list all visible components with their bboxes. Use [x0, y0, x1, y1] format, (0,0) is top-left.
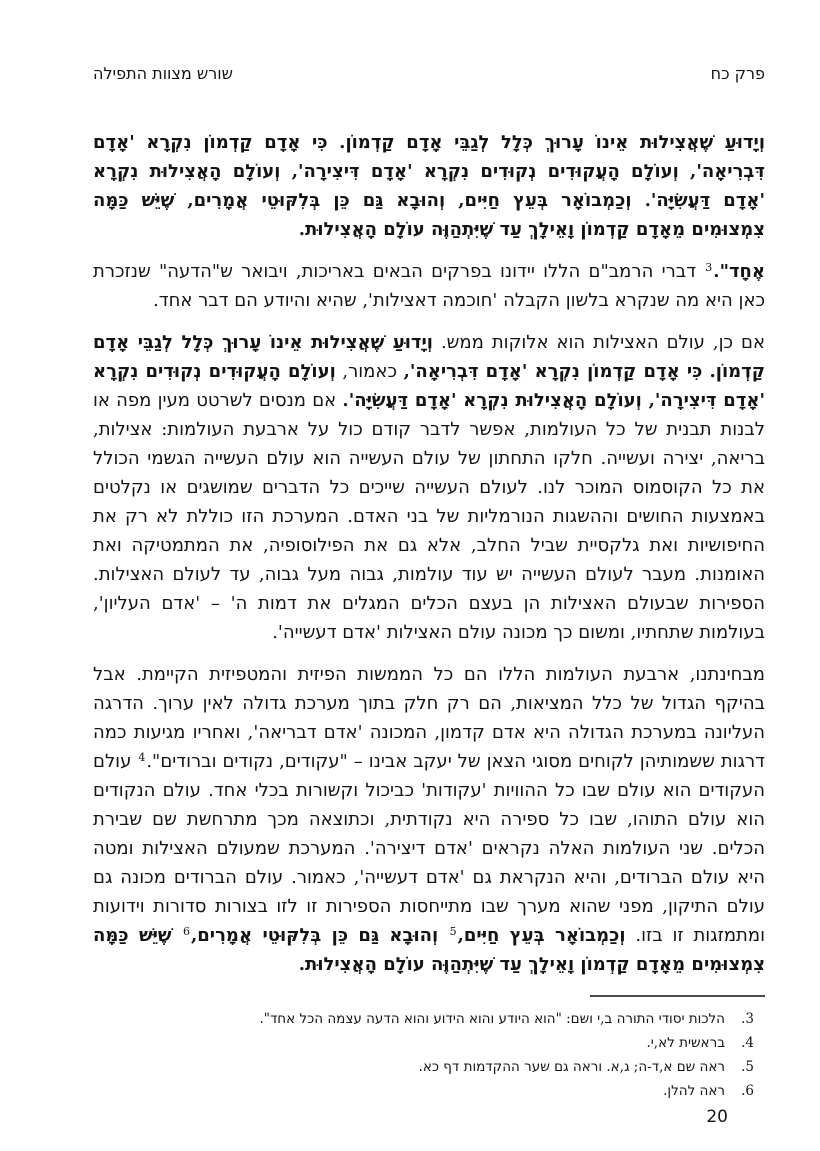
footnote-separator [590, 995, 765, 997]
footnote-item [93, 1058, 765, 1077]
header-section-title: שורש מצוות התפילה [93, 64, 233, 83]
body-text [93, 128, 765, 979]
paragraph-echad: אֶחָד".$^3$ דברי הרמב"ם הללו יידונו בפרקים הבאים באריכות, ויבואר ש"הדעה" שנזכרת כאן היא מה שנקרא בלשון הקבלה 'חוכמה דאצילות', שהיא והיודע הם דבר אחד. [93, 261, 765, 311]
footnote-text: בראשית לא,י. [646, 1035, 725, 1051]
footnote-text: ראה שם א,ד-ה; ג,א. וראה גם שער ההקדמות דף כא. [418, 1059, 725, 1075]
footnote-item [93, 1034, 765, 1053]
page-number: 20 [706, 1107, 728, 1127]
footnote-text: ראה להלן. [663, 1083, 725, 1099]
footnote-text: הלכות יסודי התורה ב,י ושם: "הוא היודע והוא הידוע והוא הדעה עצמה הכל אחד". [259, 1011, 725, 1027]
page-footer [93, 995, 765, 1127]
footnote-number: 6. [741, 1083, 754, 1099]
footnote-number: 3. [741, 1011, 754, 1027]
page-header [93, 64, 765, 84]
header-chapter: פרק כח [710, 64, 765, 83]
footnote-item [93, 1082, 765, 1101]
paragraph-im-ken: אם כן, עולם האצילות הוא אלוקות ממש. וְיָדוּעַ שֶׁאֲצִילוּת אֵינוֹ עָרוּךְ כְּלָל לְגַבֵּי אָדָם קַדְמוֹן. כִּי אָדָם קַדְמוֹן נִקְרָא 'אָדָם דִּבְרִיאָה', כאמור, וְעוֹלָם הָעֲקוּדִים נְקוּדִים נִקְרָא 'אָדָם דִּיצִירָה', וְעוֹלָם הָאֲצִילוּת נִקְרָא 'אָדָם דַּעֲשִׂיָּה'. אם מנסים לשרטט מעין מפה או לבנות תבנית של כל העולמות, אפשר לדבר קודם כול על ארבעת העולמות: אצילות, בריאה, יצירה ועשייה. חלקו התחתון של עולם העשייה הוא עולם העשייה הגשמי הכולל את כל הקוסמוס המוכר לנו. לעולם העשייה שייכים כל הדברים שמושגים או נקלטים באמצעות החושים וההשגות הנורמליות של בני האדם. המערכת הזו כוללת לא רק את החיפושיות ואת גלקסיית שביל החלב, אלא גם את הפילוסופיה, את המתמטיקה ואת האומנות. מעבר לעולם העשייה יש עוד עולמות, גבוה מעל גבוה, עד לעולם האצילות. הספירות שבעולם האצילות הן בעצם הכלים המגלים את דמות ה' – 'אדם העליון', בעולמות שתחתיו, ומשום כך מכונה עולם האצילות 'אדם דעשייה'. [93, 332, 765, 643]
footnote-number: 5. [741, 1059, 754, 1075]
footnote-number: 4. [741, 1035, 754, 1051]
paragraph-mibchinatenu: מבחינתנו, ארבעת העולמות הללו הם כל הממשות הפיזית והמטפיזית הקיימת. אבל בהיקף הגדול של כלל המציאות, הם רק חלק בתוך מערכת גדולה לאין ערוך. הדרגה העליונה במערכת הגדולה היא אדם קדמון, המכונה 'אדם דבריאה', ואחריו מגיעות כמה דרגות ששמותיהן לקוחים מסוגי הצאן של יעקב אבינו – "עקודים, נקודים וברודים".$^4$ עולם העקודים הוא עולם שבו כל ההוויות 'עקודות' כביכול וקשורות בכלי אחד. עולם הנקודים הוא עולם התוהו, שבו כל ספירה היא נקודתית, וכתוצאה מכך מתרחשת שם שבירת הכלים. שני העולמות האלה נקראים 'אדם דיצירה'. המערכת שמעולם האצילות ומטה היא עולם הברודים, והיא הנקראת גם 'אדם דעשייה', כאמור. עולם הברודים מכונה גם עולם התיקון, מפני שהוא מערך שבו מתייחסות הספירות זו לזו בצורות סדורות וידועות ומתמזגות זו בזו. וְכַמְבוֹאָר בְּעֵץ חַיִּים,$^5$ וְהוּבָא גַּם כֵּן בְּלִקּוּטֵי אֲמָרִים,$^6$ שֶׁיֵּשׁ כַּמָּה צִמְצוּמִים מֵאָדָם קַדְמוֹן וָאֵילָךְ עַד שֶׁיִּתְהַוֶּה עוֹלָם הָאֲצִילוּת. [93, 664, 766, 975]
paragraph-quote-opening: וְיָדוּעַ שֶׁאֲצִילוּת אֵינוֹ עָרוּךְ כְּלָל לְגַבֵּי אָדָם קַדְמוֹן. כִּי אָדָם קַדְמוֹן נִקְרָא 'אָדָם דִּבְרִיאָה', וְעוֹלָם הָעֲקוּדִים נְקוּדִים נִקְרָא 'אָדָם דִּיצִירָה', וְעוֹלָם הָאֲצִילוּת נִקְרָא 'אָדָם דַּעֲשִׂיָּה'. וְכַמְבוֹאָר בְּעֵץ חַיִּים, וְהוּבָא גַּם כֵּן בְּלִקּוּטֵי אֲמָרִים, שֶׁיֵּשׁ כַּמָּה צִמְצוּמִים מֵאָדָם קַדְמוֹן וָאֵילָךְ עַד שֶׁיִּתְהַוֶּה עוֹלָם הָאֲצִילוּת. [93, 132, 765, 240]
footnote-item [93, 1010, 765, 1029]
